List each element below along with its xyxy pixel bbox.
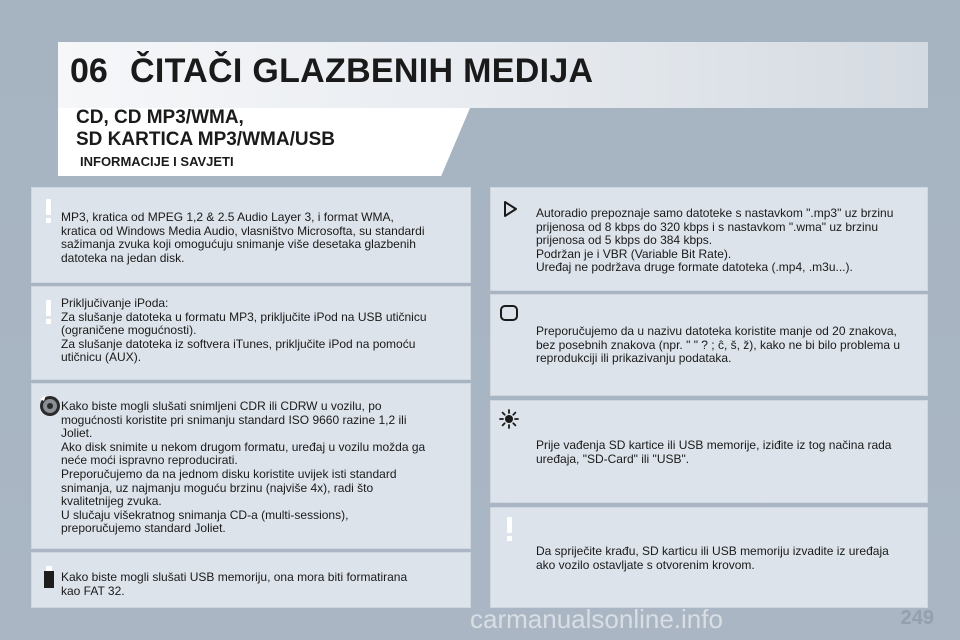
panel-theft-info — [490, 507, 928, 608]
panel-usb-format-info — [31, 552, 471, 608]
page-number: 249 — [900, 607, 934, 629]
section-subtitle: INFORMACIJE I SAVJETI — [80, 154, 234, 169]
exclamation-icon — [41, 298, 57, 326]
panel-file-format-info — [490, 187, 928, 291]
panel-text: Kako biste mogli slušati snimljeni CDR ili CDRW u vozilu, po mogućnosti koristite pri snimanju standard ISO 9660 razine 1,2 ili Joliet. Ako disk snimite u nekom drugom formatu, uređaj u vozilu možda ga neće moći ispravno reproducirati. Preporučujemo da na jednom disku koristite uvijek isti standard snimanja, uz najmanju moguću brzinu (najviše 4x), radi što kvalitetnijeg zvuka. U slučaju višekratnog snimanja CD-a (multi-sessions), preporučujemo standard Joliet. — [61, 399, 426, 536]
section-title — [76, 107, 335, 151]
panel-filename-info — [490, 294, 928, 396]
section-title-line2: SD KARTICA MP3/WMA/USB — [76, 129, 335, 150]
panel-text: Kako biste mogli slušati USB memoriju, ona mora biti formatirana kao FAT 32. — [61, 570, 408, 598]
sun-icon — [499, 409, 519, 429]
exclamation-icon — [502, 515, 518, 543]
panel-text: Priključivanje iPoda: Za slušanje datoteka u formatu MP3, priključite iPod na USB utičnicu (ograničene mogućnosti). Za slušanje datoteka iz softvera iTunes, priključite iPod na pomoću utičnicu (AUX). — [61, 296, 427, 365]
chapter-title: ČITAČI GLAZBENIH MEDIJA — [130, 52, 594, 90]
rounded-square-icon — [499, 304, 519, 322]
panel-cd-recording-info — [31, 383, 471, 549]
chapter-number: 06 — [70, 52, 108, 90]
exclamation-icon — [41, 197, 57, 225]
panel-text: Autoradio prepoznaje samo datoteke s nastavkom ".mp3" uz brzinu prijenosa od 8 kbps do 320 kbps i s nastavkom ".wma" uz brzinu prijenosa od 5 kbps do 384 kbps. Podržan je i VBR (Variable Bit Rate). Uređaj ne podržava druge formate datoteka (.mp4, .m3u...). — [536, 206, 894, 275]
disc-icon — [37, 393, 63, 419]
panel-text: Preporučujemo da u nazivu datoteka koristite manje od 20 znakova, bez posebnih znakova (npr. " " ? ; ĉ, š, ž), kako ne bi bilo problema u reprodukciji ili prikazivanju podataka. — [536, 324, 901, 366]
usb-stick-icon — [42, 564, 56, 590]
panel-eject-info — [490, 400, 928, 503]
play-icon — [500, 199, 520, 219]
panel-text: Da spriječite krađu, SD karticu ili USB memoriju izvadite iz uređaja ako vozilo ostavljate s otvorenim krovom. — [536, 544, 889, 572]
panel-text: Prije vađenja SD kartice ili USB memorije, iziđite iz tog načina rada uređaja, "SD-Card" ili "USB". — [536, 438, 892, 466]
section-title-line1: CD, CD MP3/WMA, — [76, 107, 244, 128]
panel-ipod-info — [31, 286, 471, 380]
watermark: carmanualsonline.info — [470, 604, 723, 634]
panel-mp3-info — [31, 187, 471, 283]
panel-text: MP3, kratica od MPEG 1,2 & 2.5 Audio Layer 3, i format WMA, kratica od Windows Media Audio, vlasništvo Microsofta, su standardi sažimanja zvuka koji omogućuju snimanje više desetaka glazbenih datoteka na jedan disk. — [61, 210, 425, 265]
